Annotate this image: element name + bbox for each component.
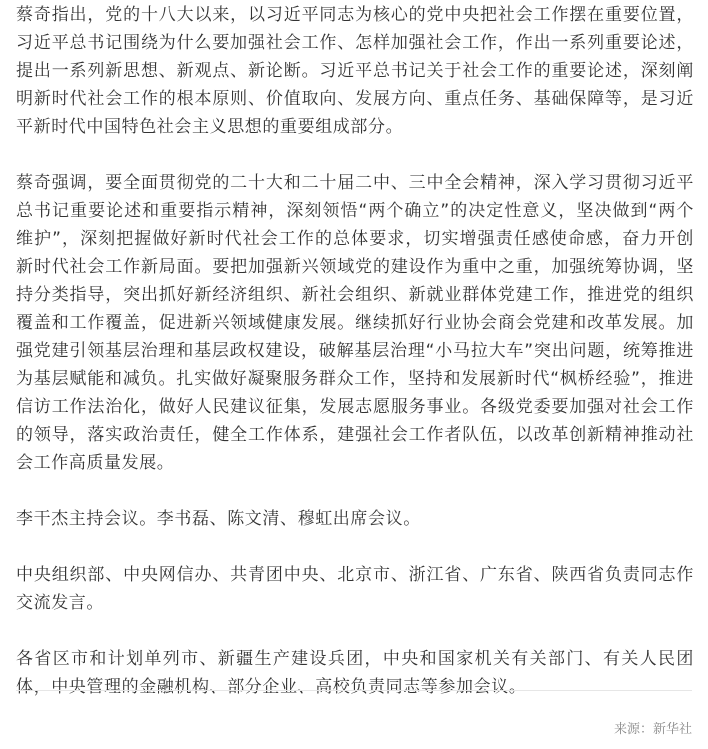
- article-body: [16, 0, 694, 729]
- footer-divider: [16, 690, 692, 691]
- paragraph-exchange-speeches: 中央组织部、中央网信办、共青团中央、北京市、浙江省、广东省、陕西省负责同志作交流发言。: [16, 565, 694, 613]
- paragraph-cai-qi-emphasizes: 蔡奇强调，要全面贯彻党的二十大和二十届二中、三中全会精神，深入学习贯彻习近平总书记重要论述和重要指示精神，深刻领悟“两个确立”的决定性意义，坚决做到“两个维护”，深刻把握做好新时代社会工作的总体要求，切实增强责任感使命感，奋力开创新时代社会工作新局面。要把加强新兴领域党的建设作为重中之重，加强统筹协调，坚持分类指导，突出抓好新经济组织、新社会组织、新就业群体党建工作，推进党的组织覆盖和工作覆盖，促进新兴领域健康发展。继续抓好行业协会商会党建和改革发展。加强党建引领基层治理和基层政权建设，破解基层治理“小马拉大车”突出问题，统筹推进为基层赋能和减负。扎实做好凝聚服务群众工作，坚持和发展新时代“枫桥经验”，推进信访工作法治化，做好人民建议征集，发展志愿服务事业。各级党委要加强对社会工作的领导，落实政治责任，健全工作体系，建强社会工作者队伍，以改革创新精神推动社会工作高质量发展。: [16, 173, 694, 473]
- paragraph-attendees: 各省区市和计划单列市、新疆生产建设兵团，中央和国家机关有关部门、有关人民团体，中央管理的金融机构、部分企业、高校负责同志等参加会议。: [16, 649, 694, 697]
- source-credit: 来源：新华社: [613, 722, 692, 737]
- paragraph-meeting-chair: 李干杰主持会议。李书磊、陈文清、穆虹出席会议。: [16, 509, 421, 529]
- paragraph-cai-qi-points-out: 蔡奇指出，党的十八大以来，以习近平同志为核心的党中央把社会工作摆在重要位置，习近平总书记围绕为什么要加强社会工作、怎样加强社会工作，作出一系列重要论述，提出一系列新思想、新观点、新论断。习近平总书记关于社会工作的重要论述，深刻阐明新时代社会工作的根本原则、价值取向、发展方向、重点任务、基础保障等，是习近平新时代中国特色社会主义思想的重要组成部分。: [16, 5, 694, 137]
